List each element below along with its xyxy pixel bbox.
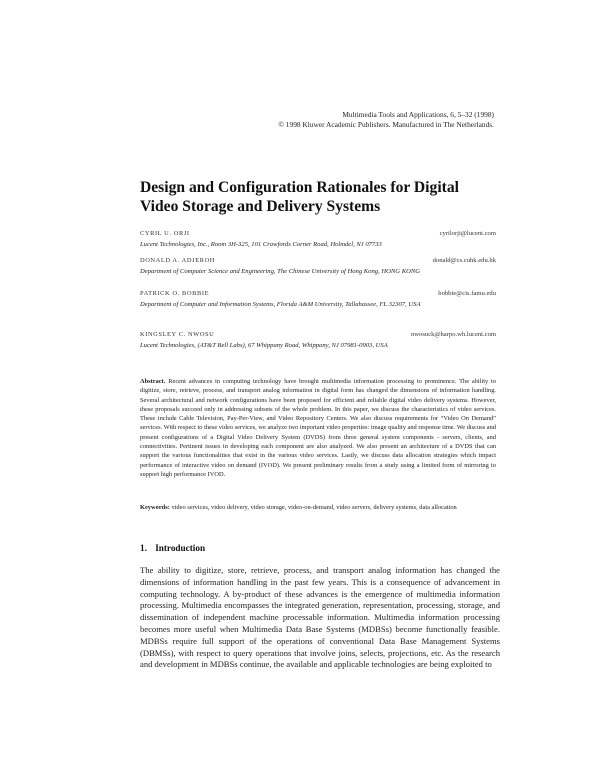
- abstract: [140, 377, 496, 479]
- author-affiliation: Department of Computer and Information Systems, Florida A&M University, Tallahassee, FL 32307, USA: [140, 301, 421, 308]
- section-heading: [140, 543, 205, 553]
- author-name: DONALD A. ADJEROH: [140, 257, 215, 264]
- keywords-label: Keywords:: [140, 504, 170, 511]
- author-affiliation: Department of Computer Science and Engineering, The Chinese University of Hong Kong, HONG KONG: [140, 268, 421, 275]
- author-block: [140, 331, 496, 350]
- author-name: CYRIL U. ORJI: [140, 230, 190, 237]
- author-affiliation: Lucent Technologies, (AT&T Bell Labs), 67 Whippany Road, Whippany, NJ 07981-0903, USA: [140, 342, 388, 349]
- section-number: 1.: [140, 543, 147, 553]
- author-block: [140, 230, 496, 249]
- abstract-label: Abstract.: [140, 378, 166, 385]
- author-name: PATRICK O. BOBBIE: [140, 290, 210, 297]
- section-title: Introduction: [155, 543, 206, 553]
- author-email: nwosuck@harpo.wh.lucent.com: [411, 331, 496, 338]
- copyright-line: © 1998 Kluwer Academic Publishers. Manufactured in The Netherlands.: [278, 120, 494, 129]
- keywords-text: video services, video delivery, video storage, video-on-demand, video servers, delivery systems, data allocation: [171, 504, 457, 511]
- author-email: bobbie@cis.famu.edu: [438, 290, 496, 297]
- abstract-text: Recent advances in computing technology have brought multimedia information processing to prominence. The ability to digitize, store, retrieve, process, and transport analog information in digital form has changed the dimensions of information handling. Several architectural and network configurations have been proposed for efficient and reliable digital video delivery systems. However, these proposals succeed only in addressing subsets of the whole problem. In this paper, we discuss the characteristics of video services. These include Cable Television, Pay-Per-View, and Video Repository Centers. We also discuss requirements for “Video On Demand” services. With respect to these video services, we analyze two important video properties: image quality and response time. We discuss and present configurations of a Digital Video Delivery System (DVDS) from three general system components - servers, clients, and connectivities. Pertinent issues in developing each component are also analyzed. We also present an architecture of a DVDS that can support the various functionalities that exist in the various video services. Lastly, we discuss data allocation strategies which impact performance of interactive video on demand (IVOD). We present preliminary results from a study using a limited form of mirroring to support high performance IVOD.: [140, 378, 496, 478]
- author-block: [140, 290, 496, 309]
- paper-title: Design and Configuration Rationales for Digital Video Storage and Delivery Systems: [140, 179, 459, 215]
- journal-header: [278, 110, 494, 130]
- author-name: KINGSLEY C. NWOSU: [140, 331, 215, 338]
- author-email: cyrilorji@lucent.com: [439, 230, 496, 237]
- author-email: donald@cs.cuhk.edu.hk: [432, 257, 496, 264]
- body-paragraph: The ability to digitize, store, retrieve, process, and transport analog information has changed the dimensions of information handling in the past few years. This is a consequence of advancement in computing technology. A by-product of these advances is the emergence of multimedia information processing. Multimedia encompasses the integrated generation, representation, processing, storage, and dissemination of independent machine processable information. Multimedia information processing becomes more useful when Multimedia Data Base Systems (MDBSs) become functionally feasible. MDBSs require full support of the operations of conventional Data Base Management Systems (DBMSs), with respect to query operations that involve joins, selects, projections, etc. As the research and development in MDBSs continue, the available and applicable technologies are being exploited to: [140, 565, 500, 670]
- author-block: [140, 257, 496, 276]
- keywords: [140, 503, 496, 512]
- author-affiliation: Lucent Technologies, Inc., Room 3H-325, 101 Crawfords Corner Road, Holmdel, NJ 07733: [140, 241, 382, 248]
- journal-citation: Multimedia Tools and Applications, 6, 5–32 (1998): [342, 110, 494, 119]
